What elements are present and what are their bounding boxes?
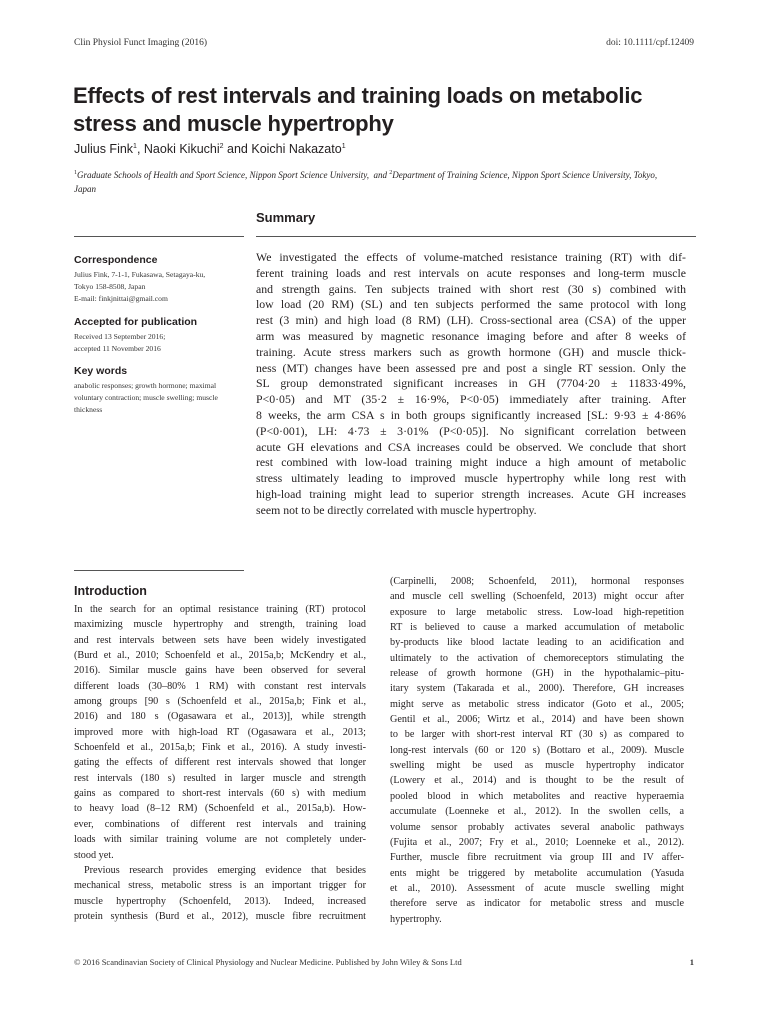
body-line: (Carpinelli, 2008; Schoenfeld, 2011), hormonal responses — [390, 576, 684, 587]
article-sidebar — [74, 254, 249, 427]
affiliation-joiner: and — [373, 170, 387, 180]
body-line: ents might be triggered by metabolite accumulation (Yasuda — [390, 867, 684, 879]
body-line: different loads (30–80% 1 RM) with constant rest intervals — [74, 680, 366, 692]
summary-line: (P<0·001), LH: 4·73 ± 3·01% (P<0·05)]. No significant correlation between — [256, 423, 686, 438]
affiliation-1: Graduate Schools of Health and Sport Science, Nippon Sport Science University, — [77, 170, 369, 180]
received-date: Received 13 September 2016; — [74, 331, 166, 341]
keywords-line: anabolic responses; growth hormone; maximal — [74, 381, 217, 391]
affiliation-marker: 1 — [74, 170, 77, 176]
copyright-notice: © 2016 Scandinavian Society of Clinical Physiology and Nuclear Medicine. Published by John Wiley & Sons Ltd — [74, 957, 462, 967]
journal-citation: Clin Physiol Funct Imaging (2016) — [74, 38, 207, 48]
summary-line: rest (3 min) and high load (8 RM) (LH). Cross-sectional area (CSA) of the upper — [256, 313, 686, 328]
summary-line: We investigated the effects of volume-matched resistance training (RT) with dif- — [256, 250, 686, 264]
introduction-heading: Introduction — [74, 584, 147, 598]
keywords-heading: Key words — [74, 365, 128, 378]
body-line: ever, combinations of different rest intervals and training — [74, 818, 366, 830]
body-line: to be larger with short-rest interval RT (30 s) as compared to — [390, 729, 684, 741]
body-line: itary system (Takarada et al., 2000). Therefore, GH increases — [390, 683, 684, 695]
summary-line: SL group demonstrated significant increases in GH (7704·20 ± 11833·49%, — [256, 376, 686, 391]
summary-line: rest combined with low-load training might induce a high amount of metabolic — [256, 455, 686, 470]
body-line: Further, muscle fibre recruitment via group III and IV affer- — [390, 852, 684, 864]
summary-line: stress ultimately leading to improved muscle hypertrophy while long rest with — [256, 471, 686, 486]
summary-line: and strength gains. Ten subjects trained with short rest (30 s) combined with — [256, 281, 686, 296]
article-title: Effects of rest intervals and training loads on metabolic stress and muscle hypertrophy — [73, 83, 643, 136]
summary-line: P<0·05) and MT (35·2 ± 16·9%, P<0·05) immediately after training. After — [256, 392, 686, 407]
introduction-left-column — [74, 602, 366, 924]
body-line: 2016) and 180 s (Ogasawara et al., 2013)], while strength — [74, 711, 366, 723]
body-line: improved more with high-load RT (Ogasawara et al., 2013; — [74, 726, 366, 738]
body-line: and muscle cell swelling (Schoenfeld, 2013) might occur after — [390, 591, 684, 603]
correspondence-line: Julius Fink, 7-1-1, Fukasawa, Setagaya-ku, — [74, 270, 206, 279]
body-line: (Fujita et al., 2007; Fry et al., 2010; Loenneke et al., 2012). — [390, 836, 684, 848]
correspondence-info — [74, 269, 249, 306]
page-number: 1 — [689, 957, 694, 967]
divider — [74, 570, 244, 571]
summary-line: 8 weeks, the arm CSA s in both groups significantly increased [SL: 9·93 ± 4·86% — [256, 407, 686, 422]
body-line: muscle hypertrophy (Schoenfeld, 2013). Indeed, increased — [74, 895, 366, 907]
author-affiliation-marker: 2 — [219, 142, 224, 150]
doi-link[interactable]: doi: 10.1111/cpf.12409 — [606, 38, 694, 48]
accepted-heading: Accepted for publication — [74, 315, 198, 328]
correspondence-heading: Correspondence — [74, 254, 158, 266]
accepted-dates — [74, 331, 249, 355]
body-line: Schoenfeld et al., 2015a,b; Fink et al., 2016). A study investi- — [74, 742, 366, 754]
body-line: exposure to large metabolic stress. Low-load high-repetition — [390, 606, 684, 618]
divider — [256, 236, 696, 237]
body-line: gating the effects of different rest intervals showed that longer — [74, 757, 366, 769]
affiliations — [74, 167, 696, 196]
body-line: swelling might be used as muscle hypertrophy indicator — [390, 760, 684, 772]
summary-line: ness (MT) changes have been assessed pre and post a single RT session. Only the — [256, 360, 686, 375]
body-line: pooled blood in which metabolites and reactive hyperaemia — [390, 790, 684, 802]
accepted-date: accepted 11 November 2016 — [74, 343, 161, 353]
body-line: In the search for an optimal resistance training (RT) protocol — [74, 604, 366, 615]
correspondence-line: Tokyo 158-8508, Japan — [74, 282, 146, 292]
affiliation-2: Department of Training Science, Nippon Sport Science University, Tokyo, — [392, 170, 658, 180]
body-line: and rest intervals between sets have been widely investigated — [74, 634, 366, 646]
keywords-line: thickness — [74, 405, 103, 415]
author-name: Naoki Kikuchi — [143, 142, 220, 156]
summary-line: acute GH elevations and CSA increases could be observed. We conclude that short — [256, 439, 686, 454]
body-line: (Burd et al., 2010; Schoenfeld et al., 2015a,b; McKendry et al., — [74, 650, 366, 662]
author-affiliation-marker: 1 — [341, 142, 346, 150]
body-line: Gentil et al., 2006; Wirtz et al., 2014) and have been shown — [390, 714, 684, 726]
body-line: 2016). Similar muscle gains have been observed for several — [74, 665, 366, 677]
body-line: mechanical stress, metabolic stress is an important trigger for — [74, 880, 366, 892]
body-line: by-products like blood lactate leading to an acidification and — [390, 637, 684, 649]
body-line: release of growth hormone (GH) in the hypothalamic–pitu- — [390, 668, 684, 680]
summary-text — [256, 250, 686, 519]
summary-line: training. Acute stress markers such as growth hormone (GH) and muscle thick- — [256, 344, 686, 359]
keywords-list — [74, 380, 249, 417]
body-line: to heavy load (8–12 RM) (Schoenfeld et al., 2015a,b). How- — [74, 803, 366, 815]
divider — [74, 236, 244, 237]
running-head — [74, 38, 694, 52]
body-line: ultimately to the activation of chemoreceptors stimulating the — [390, 652, 684, 664]
body-line: accumulate (Loenneke et al., 2012). In the swollen cells, a — [390, 806, 684, 818]
body-line: therefore serve as indicator for metabolic stress and muscle — [390, 898, 684, 910]
body-line: stood yet. — [74, 849, 114, 861]
summary-line: low load (20 RM) (SL) and ten subjects performed the same protocol with long — [256, 297, 686, 312]
author-name: Julius Fink — [74, 142, 134, 156]
summary-line: seem not to be directly correlated with muscle hypertrophy. — [256, 502, 537, 517]
body-line: (Lowery et al., 2014) and is thought to be the result of — [390, 775, 684, 787]
body-line: protein synthesis (Burd et al., 2012), muscle fibre recruitment — [74, 910, 366, 922]
body-line: gains as compared to short-rest intervals (60 s) with medium — [74, 788, 366, 800]
affiliation-marker: 2 — [389, 170, 393, 176]
page-footer — [74, 957, 694, 971]
body-line: volume sensor probably activates several anabolic pathways — [390, 821, 684, 833]
author-name: Koichi Nakazato — [251, 142, 342, 156]
body-line: rest intervals (180 s) resulted in larger muscle and strength — [74, 772, 366, 784]
affiliation-2-continued: Japan — [74, 183, 96, 194]
body-line: loads with similar training volume are not completely under- — [74, 834, 366, 846]
body-line: hypertrophy. — [390, 913, 442, 925]
author-affiliation-marker: 1 — [133, 142, 137, 150]
introduction-right-column — [390, 574, 684, 927]
body-line: might serve as metabolic stress indicator (Goto et al., 2005; — [390, 698, 684, 710]
summary-line: arm was measured by magnetic resonance imaging before and after 8 weeks of — [256, 328, 686, 343]
keywords-line: voluntary contraction; muscle swelling; muscle — [74, 393, 218, 403]
author-separator: , — [136, 142, 144, 156]
body-line: long-rest intervals (60 or 120 s) (Bottaro et al., 2009). Muscle — [390, 744, 684, 756]
summary-heading: Summary — [256, 210, 316, 225]
body-line: et al., 2010). Assessment of acute muscle swelling might — [390, 882, 684, 894]
correspondence-email[interactable]: E-mail: finkjnittai@gmail.com — [74, 294, 168, 304]
author-list — [74, 142, 346, 156]
body-line: among groups [90 s (Schoenfeld et al., 2015a,b; Fink et al., — [74, 696, 366, 708]
author-separator: and — [223, 142, 252, 156]
body-line: RT is believed to cause a marked accumulation of metabolic — [390, 622, 684, 634]
body-line: Previous research provides emerging evidence that besides — [84, 864, 366, 876]
summary-line: ferent training loads and rest intervals on acute responses and long-term muscle — [256, 265, 686, 280]
body-line: maximizing muscle hypertrophy and strength, training load — [74, 619, 366, 631]
summary-line: high-load training might lead to superior strength increases. Acute GH increases — [256, 486, 686, 501]
